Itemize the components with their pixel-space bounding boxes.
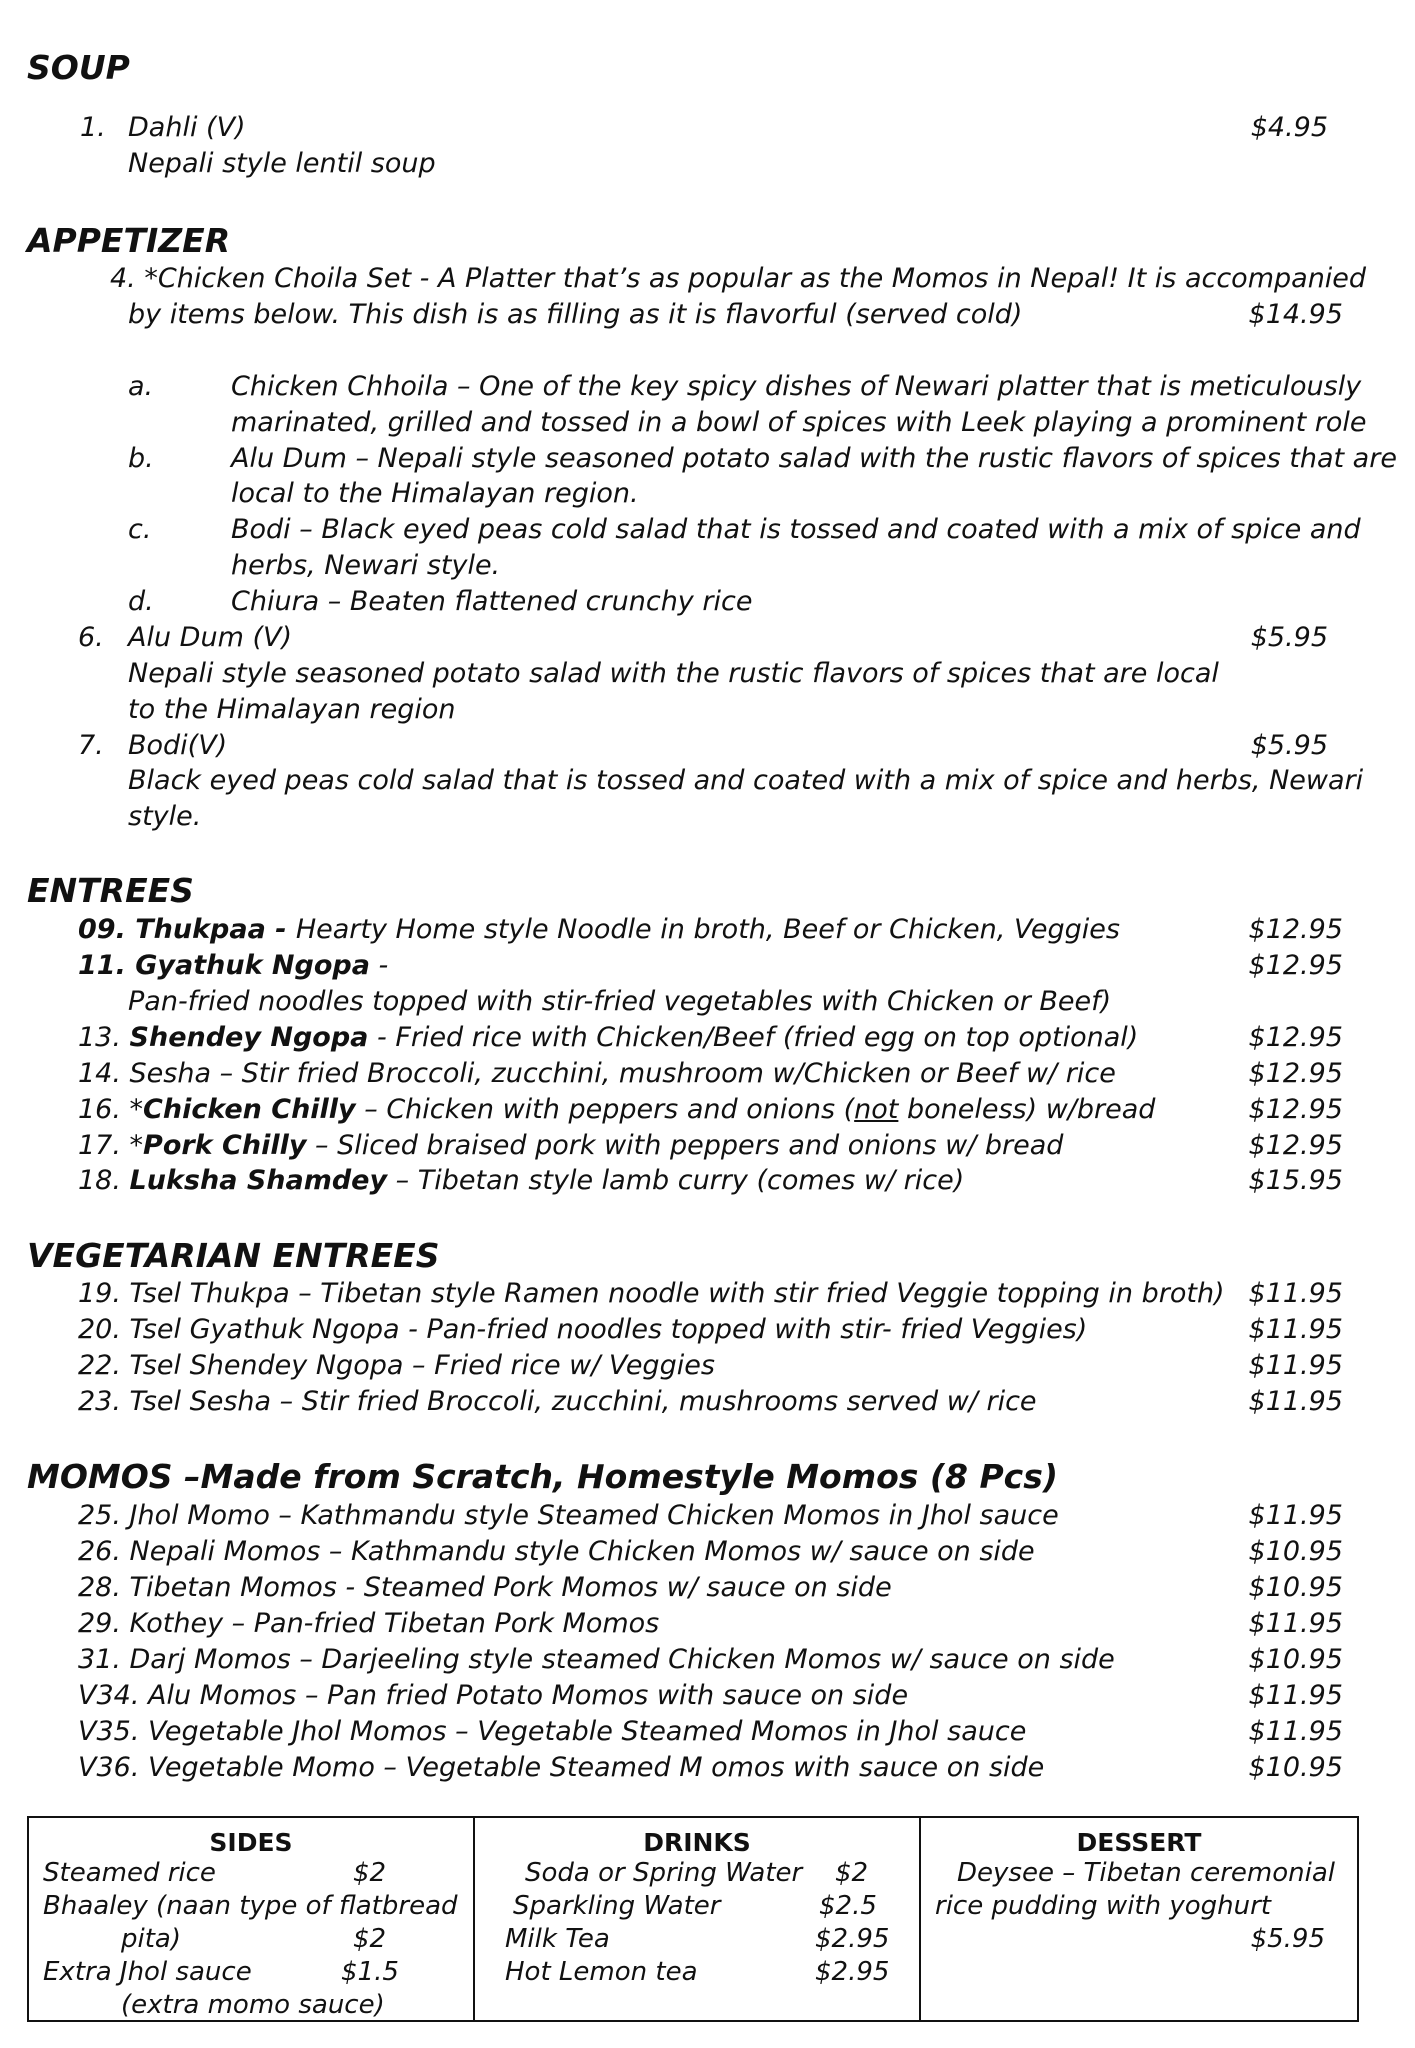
drink-price: $2.95 [815, 1924, 890, 1954]
sub-item-letter: d. [128, 586, 154, 617]
menu-item-price: $12.95 [1248, 914, 1343, 945]
menu-item-description: style. [128, 801, 202, 832]
side-name: Bhaaley (naan type of flatbread [43, 1891, 458, 1921]
menu-item-price: $12.95 [1248, 1094, 1343, 1125]
sub-item-letter: c. [128, 514, 152, 545]
entrees-heading: ENTREES [27, 871, 194, 910]
menu-item-price: $15.95 [1248, 1165, 1343, 1196]
drink-price: $2.95 [815, 1957, 890, 1987]
menu-item-description: Nepali style lentil soup [128, 148, 436, 179]
menu-item: 19. Tsel Thukpa – Tibetan style Ramen noodle with stir fried Veggie topping in broth) [78, 1278, 1225, 1309]
menu-item-price: $11.95 [1248, 1716, 1343, 1747]
sub-item-text: Chicken Chhoila – One of the key spicy dishes of Newari platter that is meticulously [231, 371, 1362, 402]
drinks-heading: DRINKS [643, 1828, 751, 1857]
drink-name: Hot Lemon tea [505, 1957, 698, 1987]
dessert-description: rice pudding with yoghurt [935, 1891, 1271, 1921]
menu-item-price: $11.95 [1248, 1386, 1343, 1417]
dessert-price: $5.95 [1250, 1924, 1325, 1954]
menu-item-description: Pan-fried noodles topped with stir-fried vegetables with Chicken or Beef) [128, 986, 1112, 1017]
menu-item: 26. Nepali Momos – Kathmandu style Chicken Momos w/ sauce on side [78, 1536, 1035, 1567]
menu-item: 31. Darj Momos – Darjeeling style steamed Chicken Momos w/ sauce on side [78, 1644, 1115, 1675]
menu-item-number: 1. [80, 112, 106, 143]
side-name: Steamed rice [43, 1858, 216, 1888]
menu-item-price: $12.95 [1248, 950, 1343, 981]
sub-item-letter: b. [128, 443, 154, 474]
menu-item-description: Black eyed peas cold salad that is tossed and coated with a mix of spice and herbs, Newari [128, 765, 1364, 796]
menu-item-price: $5.95 [1250, 730, 1328, 761]
momos-heading: MOMOS –Made from Scratch, Homestyle Momos (8 Pcs) [27, 1457, 1058, 1496]
menu-item-price: $10.95 [1248, 1536, 1343, 1567]
menu-item-price: $12.95 [1248, 1022, 1343, 1053]
dessert-cell [920, 1817, 1358, 2021]
menu-item: 11. Gyathuk Ngopa - [78, 950, 389, 981]
side-price: $2 [353, 1924, 387, 1954]
menu-item-number: 6. [78, 622, 104, 653]
menu-item-name: Alu Dum (V) [128, 622, 292, 653]
menu-item: 22. Tsel Shendey Ngopa – Fried rice w/ Veggies [78, 1350, 715, 1381]
soup-heading: SOUP [27, 48, 130, 87]
menu-item-price: $12.95 [1248, 1130, 1343, 1161]
menu-item-price: $12.95 [1248, 1058, 1343, 1089]
sub-item-letter: a. [128, 371, 154, 402]
menu-item-name: Dahli (V) [128, 112, 246, 143]
menu-item: 25. Jhol Momo – Kathmandu style Steamed Chicken Momos in Jhol sauce [78, 1500, 1059, 1531]
menu-item: 14. Sesha – Stir fried Broccoli, zucchini, mushroom w/Chicken or Beef w/ rice [78, 1058, 1116, 1089]
sub-item-text: herbs, Newari style. [231, 550, 501, 581]
menu-item-price: $11.95 [1248, 1278, 1343, 1309]
menu-item-price: $11.95 [1248, 1608, 1343, 1639]
menu-item: 20. Tsel Gyathuk Ngopa - Pan-fried noodles topped with stir- fried Veggies) [78, 1314, 1088, 1345]
menu-item: V34. Alu Momos – Pan fried Potato Momos with sauce on side [78, 1680, 909, 1711]
drink-price: $2 [835, 1858, 869, 1888]
sides-cell [28, 1817, 474, 2021]
drink-name: Milk Tea [505, 1924, 610, 1954]
side-price: $2 [353, 1858, 387, 1888]
menu-item: V36. Vegetable Momo – Vegetable Steamed M omos with sauce on side [78, 1752, 1045, 1783]
drink-price: $2.5 [819, 1891, 877, 1921]
side-price: $1.5 [341, 1957, 399, 1987]
menu-item-price: $4.95 [1250, 112, 1328, 143]
choila-set-price: $14.95 [1248, 299, 1343, 330]
menu-item: 09. Thukpaa - Hearty Home style Noodle in broth, Beef or Chicken, Veggies [78, 914, 1120, 945]
dessert-description: Deysee – Tibetan ceremonial [957, 1858, 1336, 1888]
choila-set-line1: 4. *Chicken Choila Set - A Platter that’s as popular as the Momos in Nepal! It is accompanied [110, 263, 1367, 294]
sub-item-text: Alu Dum – Nepali style seasoned potato salad with the rustic flavors of spices that are [231, 443, 1397, 474]
menu-item-number: 7. [78, 730, 104, 761]
menu-item-price: $5.95 [1250, 622, 1328, 653]
side-name: pita) [121, 1924, 181, 1954]
drinks-cell [474, 1817, 920, 2021]
sub-item-text: marinated, grilled and tossed in a bowl of spices with Leek playing a prominent role [231, 407, 1367, 438]
menu-item-description: to the Himalayan region [128, 694, 456, 725]
appetizer-heading: APPETIZER [27, 221, 231, 260]
menu-item: 23. Tsel Sesha – Stir fried Broccoli, zucchini, mushrooms served w/ rice [78, 1386, 1037, 1417]
menu-item-name: Bodi(V) [128, 730, 228, 761]
menu-item: 17. *Pork Chilly – Sliced braised pork with peppers and onions w/ bread [78, 1130, 1064, 1161]
menu-item: 16. *Chicken Chilly – Chicken with peppers and onions (not boneless) w/bread [78, 1094, 1156, 1125]
menu-item-price: $11.95 [1248, 1314, 1343, 1345]
menu-item-description: Nepali style seasoned potato salad with the rustic flavors of spices that are local [128, 658, 1219, 689]
menu-item-price: $10.95 [1248, 1572, 1343, 1603]
menu-item-price: $11.95 [1248, 1350, 1343, 1381]
vegetarian-heading: VEGETARIAN ENTREES [27, 1236, 440, 1275]
drink-name: Soda or Spring Water [525, 1858, 803, 1888]
menu-item: 13. Shendey Ngopa - Fried rice with Chicken/Beef (fried egg on top optional) [78, 1022, 1139, 1053]
menu-item-price: $10.95 [1248, 1752, 1343, 1783]
dessert-heading: DESSERT [1076, 1828, 1202, 1857]
drink-name: Sparkling Water [513, 1891, 721, 1921]
menu-item-price: $11.95 [1248, 1500, 1343, 1531]
sub-item-text: Chiura – Beaten flattened crunchy rice [231, 586, 753, 617]
sides-heading: SIDES [209, 1828, 293, 1857]
sub-item-text: local to the Himalayan region. [231, 478, 639, 509]
menu-item-price: $11.95 [1248, 1680, 1343, 1711]
menu-item: 29. Kothey – Pan-fried Tibetan Pork Momos [78, 1608, 660, 1639]
menu-item-price: $10.95 [1248, 1644, 1343, 1675]
extras-table [27, 1816, 1359, 2022]
side-name: Extra Jhol sauce [43, 1957, 252, 1987]
side-name: (extra momo sauce) [121, 1990, 385, 2020]
menu-item: 28. Tibetan Momos - Steamed Pork Momos w/ sauce on side [78, 1572, 892, 1603]
sub-item-text: Bodi – Black eyed peas cold salad that is tossed and coated with a mix of spice and [231, 514, 1361, 545]
menu-item: V35. Vegetable Jhol Momos – Vegetable Steamed Momos in Jhol sauce [78, 1716, 1027, 1747]
choila-set-line2: by items below. This dish is as filling as it is flavorful (served cold) [128, 299, 1023, 330]
menu-item: 18. Luksha Shamdey – Tibetan style lamb curry (comes w/ rice) [78, 1165, 965, 1196]
